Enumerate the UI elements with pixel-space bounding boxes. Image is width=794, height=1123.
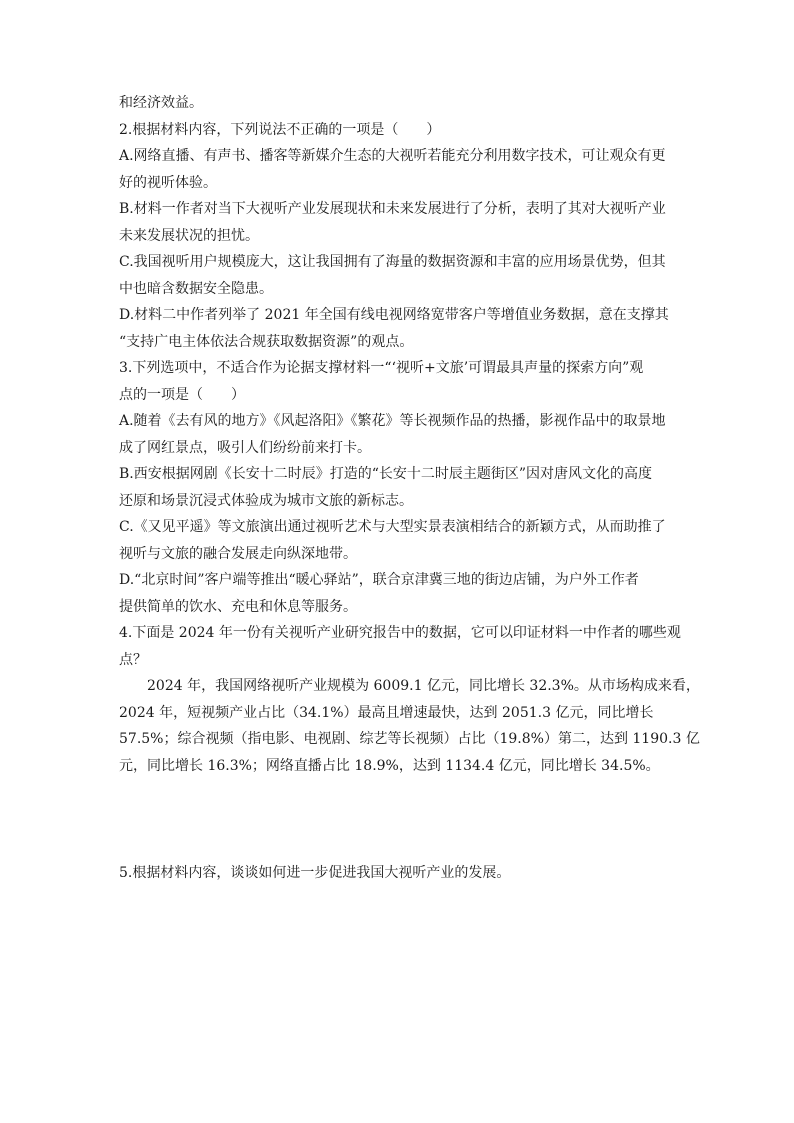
question-2-stem: 2.根据材料内容，下列说法不正确的一项是（ ）: [119, 121, 441, 138]
question-2-option-a-cont: 好的视听体验。: [119, 174, 217, 191]
question-3-option-b-cont: 还原和场景沉浸式体验成为城市文旅的新标志。: [119, 492, 413, 509]
question-2-option-d: D.材料二中作者列举了 2021 年全国有线电视网络宽带客户等增值业务数据，意在支撑其: [119, 307, 669, 323]
question-2-option-c-cont: 中也暗含数据安全隐患。: [119, 280, 273, 297]
passage-line: 57.5%；综合视频（指电影、电视剧、综艺等长视频）占比（19.8%）第二，达到 1190.3 亿: [119, 731, 700, 747]
question-4-stem-cont: 点？: [119, 651, 147, 668]
question-3-option-c-cont: 视听与文旅的融合发展走向纵深地带。: [119, 545, 357, 562]
question-2-option-b: B.材料一作者对当下大视听产业发展现状和未来发展进行了分析，表明了其对大视听产业: [119, 201, 666, 217]
question-2-option-b-cont: 未来发展状况的担忧。: [119, 227, 259, 244]
question-4-stem: 4.下面是 2024 年一份有关视听产业研究报告中的数据，它可以印证材料一中作者的哪些观: [119, 625, 681, 641]
question-3-option-d-cont: 提供简单的饮水、充电和休息等服务。: [119, 598, 357, 615]
question-3-stem-cont: 点的一项是（ ）: [119, 386, 245, 403]
question-3-stem: 3.下列选项中，不适合作为论据支撑材料一“‘视听+文旅’可谓最具声量的探索方向”观: [119, 360, 644, 376]
passage-line: 元，同比增长 16.3%；网络直播占比 18.9%，达到 1134.4 亿元，同比增长 34.5%。: [119, 757, 660, 774]
document-content: [119, 90, 700, 887]
question-3-option-c: C.《又见平遥》等文旅演出通过视听艺术与大型实景表演相结合的新颖方式，从而助推了: [119, 519, 666, 535]
question-2-option-d-cont: “支持广电主体依法合规获取数据资源”的观点。: [119, 333, 414, 350]
data-passage: [119, 673, 700, 779]
question-3-option-d: D.“北京时间”客户端等推出“暖心驿站”，联合京津冀三地的街边店铺，为户外工作者: [119, 572, 639, 588]
passage-line: 2024 年，我国网络视听产业规模为 6009.1 亿元，同比增长 32.3%。从市场构成来看，: [147, 678, 700, 694]
passage-line: 2024 年，短视频产业占比（34.1%）最高且增速最快，达到 2051.3 亿元，同比增长: [119, 704, 654, 721]
question-3-option-a: A.随着《去有风的地方》《风起洛阳》《繁花》等长视频作品的热播，影视作品中的取景地: [119, 413, 666, 429]
text-line: 和经济效益。: [119, 95, 203, 111]
question-5-stem: 5.根据材料内容，谈谈如何进一步促进我国大视听产业的发展。: [119, 865, 511, 881]
question-3-option-a-cont: 成了网红景点，吸引人们纷纷前来打卡。: [119, 439, 371, 456]
question-3-option-b: B.西安根据网剧《长安十二时辰》打造的“长安十二时辰主题街区”因对唐风文化的高度: [119, 466, 653, 482]
answer-space: [119, 779, 679, 860]
question-2-option-c: C.我国视听用户规模庞大，这让我国拥有了海量的数据资源和丰富的应用场景优势，但其: [119, 254, 666, 270]
question-2-option-a: A.网络直播、有声书、播客等新媒介生态的大视听若能充分利用数字技术，可让观众有更: [119, 148, 666, 164]
